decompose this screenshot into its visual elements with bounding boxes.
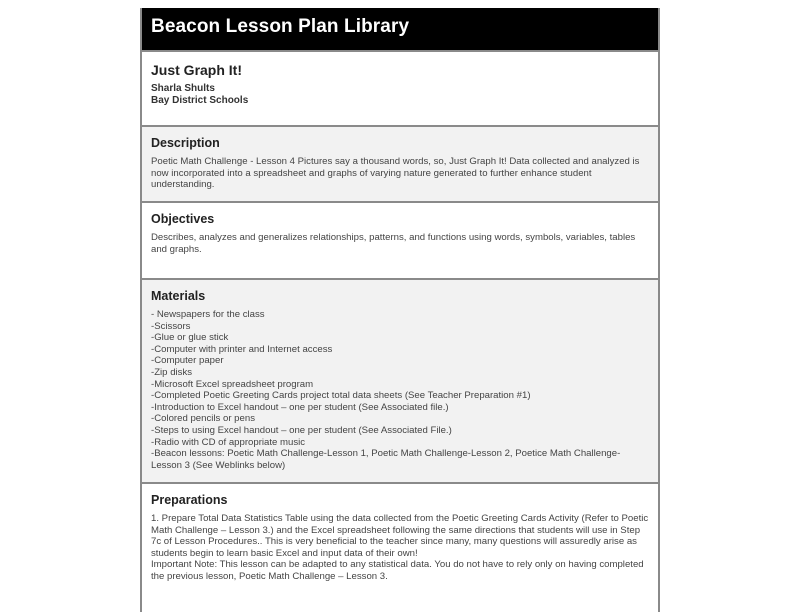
materials-item: -Computer paper [151,355,224,367]
objectives-section [142,201,658,278]
materials-item: -Radio with CD of appropriate music [151,436,306,448]
materials-heading: Materials [151,289,206,303]
site-header [142,8,658,50]
description-heading: Description [151,136,220,150]
preparations-text [151,513,649,583]
preparations-step-1: 1. Prepare Total Data Statistics Table using the data collected from the Poetic Greeting Cards Activity (Refer to Poetic Math Challenge – Lesson 3.) and the Excel spreadsheet following the same directions that students will use in Step 7c of Lesson Procedures.. This is very beneficial to the teacher since many, many questions will assuredly arise as students begin to learn basic Excel and input data of their own! [151,513,649,559]
lesson-title: Just Graph It! [151,62,243,78]
materials-item: -Beacon lessons: Poetic Math Challenge-Lesson 1, Poetic Math Challenge-Lesson 2, Poetice Math Challenge-Lesson 3 (See Weblinks below) [151,448,621,471]
description-section [142,125,658,201]
materials-item: -Completed Poetic Greeting Cards project total data sheets (See Teacher Preparation #1) [151,390,531,402]
materials-item: -Steps to using Excel handout – one per student (See Associated File.) [151,424,452,436]
site-title: Beacon Lesson Plan Library [151,16,410,37]
materials-item: -Microsoft Excel spreadsheet program [151,378,314,390]
preparations-heading: Preparations [151,493,228,507]
materials-item: -Glue or glue stick [151,332,229,344]
objectives-heading: Objectives [151,212,215,226]
materials-item: -Colored pencils or pens [151,413,255,425]
materials-item: -Zip disks [151,366,193,378]
materials-item: -Computer with printer and Internet access [151,343,333,355]
author-organization: Bay District Schools [151,95,249,106]
author-name: Sharla Shults [151,83,215,94]
materials-list [151,309,649,471]
lesson-plan-page [140,8,660,612]
preparations-note: Important Note: This lesson can be adapted to any statistical data. You do not have to rely only on having completed the previous lesson, Poetic Math Challenge – Lesson 3. [151,559,644,582]
materials-item: -Introduction to Excel handout – one per student (See Associated file.) [151,401,449,413]
objectives-text: Describes, analyzes and generalizes relationships, patterns, and functions using words, symbols, variables, tables and graphs. [151,232,636,255]
materials-item: - Newspapers for the class [151,309,265,320]
lesson-title-block [142,50,658,125]
description-text: Poetic Math Challenge - Lesson 4 Pictures say a thousand words, so, Just Graph It! Data collected and analyzed is now incorporated into a spreadsheet and graphs of varying nature generated to further enhance student understanding. [151,156,640,191]
materials-section [142,278,658,482]
materials-item: -Scissors [151,320,191,332]
preparations-section [142,482,658,612]
